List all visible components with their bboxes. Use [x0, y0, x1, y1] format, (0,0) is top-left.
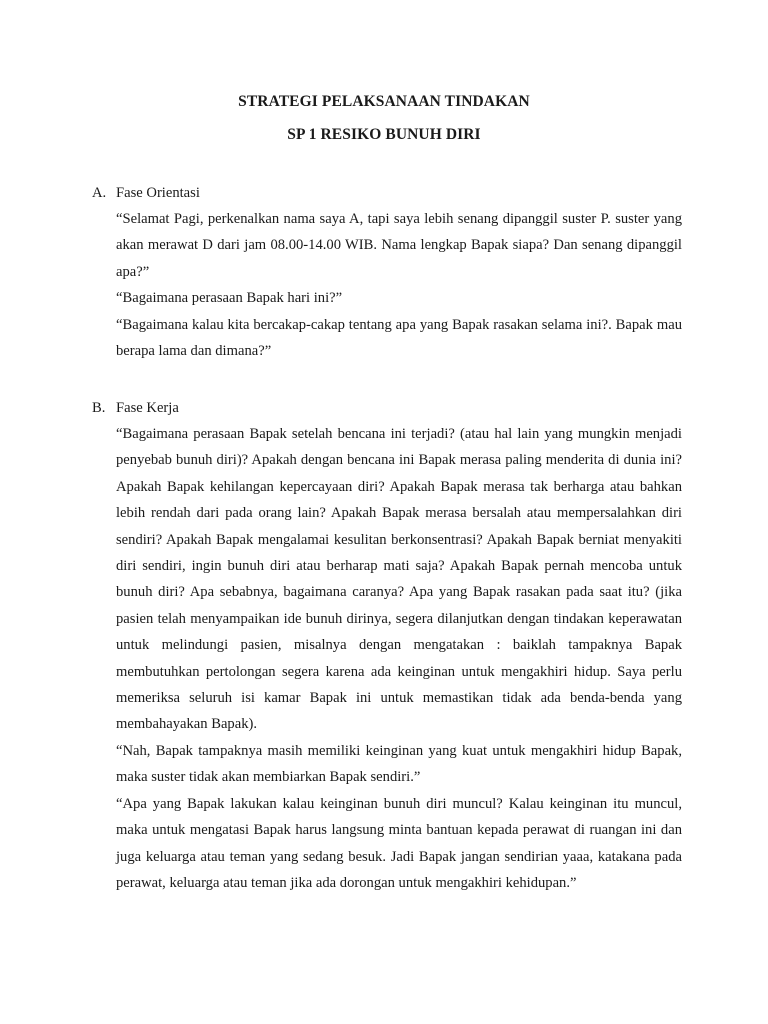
- section-fase-orientasi: [92, 180, 682, 364]
- paragraph: “Apa yang Bapak lakukan kalau keinginan bunuh diri muncul? Kalau keinginan itu muncul, maka untuk mengatasi Bapak harus langsung minta bantuan kepada perawat di ruangan ini dan juga keluarga atau teman yang sedang besuk. Jadi Bapak jangan sendirian yaaa, katakana pada perawat, keluarga atau teman jika ada dorongan untuk mengakhiri kehidupan.”: [116, 795, 682, 891]
- section-title: Fase Orientasi: [116, 185, 200, 201]
- section-letter: B.: [92, 400, 106, 416]
- paragraph: “Nah, Bapak tampaknya masih memiliki keinginan yang kuat untuk mengakhiri hidup Bapak, maka suster tidak akan membiarkan Bapak sendiri.”: [116, 742, 682, 786]
- section-fase-kerja: [92, 395, 682, 896]
- section-title: Fase Kerja: [116, 400, 179, 416]
- paragraph: “Bagaimana perasaan Bapak hari ini?”: [116, 290, 343, 307]
- paragraph: “Selamat Pagi, perkenalkan nama saya A, tapi saya lebih senang dipanggil suster P. suster yang akan merawat D dari jam 08.00-14.00 WIB. Nama lengkap Bapak siapa? Dan senang dipanggil apa?”: [116, 211, 682, 280]
- paragraph: “Bagaimana perasaan Bapak setelah bencana ini terjadi? (atau hal lain yang mungkin menjadi penyebab bunuh diri)? Apakah dengan bencana ini Bapak merasa paling menderita di dunia ini? Apakah Bapak kehilangan kepercayaan diri? Apakah Bapak merasa tak berharga atau bahkan lebih rendah dari pada orang lain? Apakah Bapak merasa bersalah atau mempersalahkan diri sendiri? Apakah Bapak mengalamai kesulitan berkonsentrasi? Apakah Bapak berniat menyakiti diri sendiri, ingin bunuh diri atau berharap mati saja? Apakah Bapak pernah mencoba untuk bunuh diri? Apa sebabnya, bagaimana caranya? Apa yang Bapak rasakan pada saat itu? (jika pasien telah menyampaikan ide bunuh dirinya, segera dilanjutkan dengan tindakan keperawatan untuk melindungi pasien, misalnya dengan mengatakan : baiklah tampaknya Bapak membutuhkan pertolongan segera karena ada keinginan untuk mengakhiri hidup. Saya perlu memeriksa seluruh isi kamar Bapak ini untuk memastikan tidak ada benda-benda yang membahayakan Bapak).: [116, 426, 682, 733]
- section-heading: [92, 180, 682, 206]
- section-heading: [92, 395, 682, 421]
- document-subtitle: SP 1 RESIKO BUNUH DIRI: [287, 126, 481, 143]
- document-title: STRATEGI PELAKSANAAN TINDAKAN: [238, 93, 530, 110]
- paragraph: “Bagaimana kalau kita bercakap-cakap tentang apa yang Bapak rasakan selama ini?. Bapak mau berapa lama dan dimana?”: [116, 316, 682, 360]
- section-letter: A.: [92, 185, 107, 201]
